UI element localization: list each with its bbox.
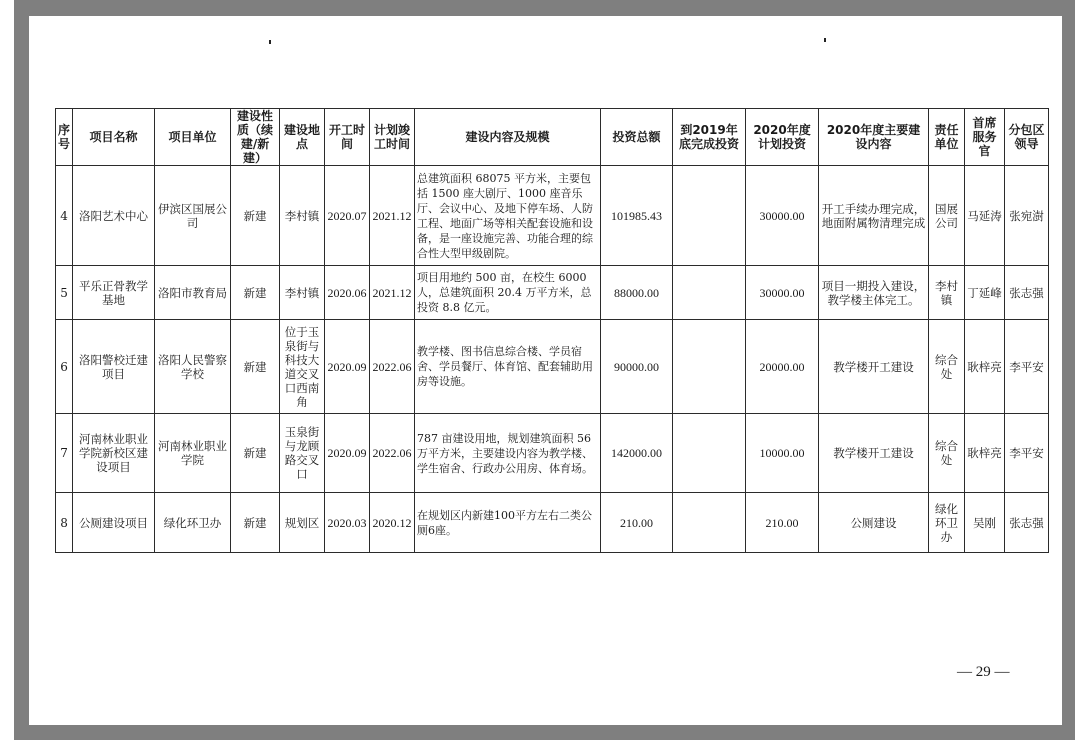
cell-content-2020: 开工手续办理完成，地面附属物清理完成 bbox=[819, 166, 929, 266]
cell-leader: 张志强 bbox=[1005, 266, 1049, 320]
cell-scope: 787 亩建设用地，规划建筑面积 56 万平方米，主要建设内容为教学楼、学生宿舍、行政办公用房、体育场。 bbox=[415, 414, 601, 493]
page-number: — 29 — bbox=[957, 664, 1010, 680]
cell-resp-unit: 综合处 bbox=[929, 414, 965, 493]
cell-seq: 6 bbox=[56, 320, 73, 414]
cell-plan-2020: 30000.00 bbox=[746, 166, 819, 266]
cell-end: 2022.06 bbox=[370, 320, 415, 414]
cell-total: 101985.43 bbox=[601, 166, 673, 266]
header-end: 计划竣工时间 bbox=[370, 109, 415, 166]
cell-done-2019 bbox=[673, 414, 746, 493]
cell-start: 2020.06 bbox=[325, 266, 370, 320]
cell-total: 88000.00 bbox=[601, 266, 673, 320]
cell-start: 2020.07 bbox=[325, 166, 370, 266]
table-row bbox=[56, 166, 1049, 266]
cell-start: 2020.09 bbox=[325, 320, 370, 414]
cell-plan-2020: 20000.00 bbox=[746, 320, 819, 414]
cell-seq: 8 bbox=[56, 493, 73, 553]
table-header-row bbox=[56, 109, 1049, 166]
cell-seq: 7 bbox=[56, 414, 73, 493]
cell-scope: 教学楼、图书信息综合楼、学员宿舍、学员餐厅、体育馆、配套辅助用房等设施。 bbox=[415, 320, 601, 414]
table-row bbox=[56, 320, 1049, 414]
cell-total: 142000.00 bbox=[601, 414, 673, 493]
header-plan-2020: 2020年度计划投资 bbox=[746, 109, 819, 166]
project-table bbox=[55, 108, 1049, 553]
header-resp-unit: 责任单位 bbox=[929, 109, 965, 166]
viewer-edge-right bbox=[1075, 0, 1080, 740]
cell-done-2019 bbox=[673, 493, 746, 553]
cell-project-unit: 河南林业职业学院 bbox=[155, 414, 231, 493]
cell-scope: 项目用地约 500 亩，在校生 6000 人，总建筑面积 20.4 万平方米，总投资 8.8 亿元。 bbox=[415, 266, 601, 320]
cell-plan-2020: 210.00 bbox=[746, 493, 819, 553]
cell-end: 2020.12 bbox=[370, 493, 415, 553]
cell-location: 李村镇 bbox=[280, 266, 325, 320]
cell-location: 位于玉泉街与科技大道交叉口西南角 bbox=[280, 320, 325, 414]
cell-project-name: 洛阳艺术中心 bbox=[73, 166, 155, 266]
header-content-2020: 2020年度主要建设内容 bbox=[819, 109, 929, 166]
header-start: 开工时间 bbox=[325, 109, 370, 166]
scan-speck bbox=[824, 38, 826, 42]
cell-resp-unit: 国展公司 bbox=[929, 166, 965, 266]
header-project-name: 项目名称 bbox=[73, 109, 155, 166]
cell-nature: 新建 bbox=[231, 493, 280, 553]
cell-location: 李村镇 bbox=[280, 166, 325, 266]
scan-speck bbox=[269, 40, 271, 44]
cell-total: 90000.00 bbox=[601, 320, 673, 414]
header-leader: 分包区领导 bbox=[1005, 109, 1049, 166]
cell-location: 玉泉街与龙顾路交叉口 bbox=[280, 414, 325, 493]
cell-start: 2020.03 bbox=[325, 493, 370, 553]
cell-service-officer: 吴刚 bbox=[965, 493, 1005, 553]
cell-scope: 在规划区内新建100平方左右二类公厕6座。 bbox=[415, 493, 601, 553]
cell-plan-2020: 30000.00 bbox=[746, 266, 819, 320]
cell-content-2020: 项目一期投入建设，教学楼主体完工。 bbox=[819, 266, 929, 320]
header-done-2019: 到2019年底完成投资 bbox=[673, 109, 746, 166]
cell-service-officer: 耿梓亮 bbox=[965, 320, 1005, 414]
cell-project-unit: 绿化环卫办 bbox=[155, 493, 231, 553]
header-scope: 建设内容及规模 bbox=[415, 109, 601, 166]
cell-start: 2020.09 bbox=[325, 414, 370, 493]
cell-done-2019 bbox=[673, 166, 746, 266]
table-row bbox=[56, 414, 1049, 493]
document-page bbox=[29, 16, 1062, 725]
cell-nature: 新建 bbox=[231, 166, 280, 266]
cell-project-name: 公厕建设项目 bbox=[73, 493, 155, 553]
header-total: 投资总额 bbox=[601, 109, 673, 166]
cell-end: 2022.06 bbox=[370, 414, 415, 493]
header-service-officer: 首席服务官 bbox=[965, 109, 1005, 166]
cell-project-name: 平乐正骨教学基地 bbox=[73, 266, 155, 320]
cell-leader: 李平安 bbox=[1005, 320, 1049, 414]
cell-project-unit: 洛阳市教育局 bbox=[155, 266, 231, 320]
header-seq: 序号 bbox=[56, 109, 73, 166]
cell-scope: 总建筑面积 68075 平方米，主要包括 1500 座大剧厅、1000 座音乐厅、会议中心、及地下停车场、人防工程、地面广场等相关配套设施和设备，是一座设施完善、功能合理的综合性大型甲级剧院。 bbox=[415, 166, 601, 266]
cell-content-2020: 教学楼开工建设 bbox=[819, 414, 929, 493]
cell-leader: 李平安 bbox=[1005, 414, 1049, 493]
header-project-unit: 项目单位 bbox=[155, 109, 231, 166]
cell-resp-unit: 李村镇 bbox=[929, 266, 965, 320]
table-row bbox=[56, 266, 1049, 320]
cell-leader: 张志强 bbox=[1005, 493, 1049, 553]
cell-service-officer: 耿梓亮 bbox=[965, 414, 1005, 493]
cell-nature: 新建 bbox=[231, 414, 280, 493]
cell-service-officer: 马延涛 bbox=[965, 166, 1005, 266]
cell-project-unit: 伊滨区国展公司 bbox=[155, 166, 231, 266]
cell-seq: 4 bbox=[56, 166, 73, 266]
cell-service-officer: 丁延峰 bbox=[965, 266, 1005, 320]
viewer-edge-left bbox=[0, 0, 14, 740]
cell-seq: 5 bbox=[56, 266, 73, 320]
cell-end: 2021.12 bbox=[370, 166, 415, 266]
header-nature: 建设性质（续建/新建） bbox=[231, 109, 280, 166]
cell-resp-unit: 综合处 bbox=[929, 320, 965, 414]
cell-end: 2021.12 bbox=[370, 266, 415, 320]
cell-leader: 张宛澍 bbox=[1005, 166, 1049, 266]
table-row bbox=[56, 493, 1049, 553]
cell-content-2020: 教学楼开工建设 bbox=[819, 320, 929, 414]
cell-nature: 新建 bbox=[231, 266, 280, 320]
cell-project-name: 河南林业职业学院新校区建设项目 bbox=[73, 414, 155, 493]
cell-nature: 新建 bbox=[231, 320, 280, 414]
cell-resp-unit: 绿化环卫办 bbox=[929, 493, 965, 553]
cell-total: 210.00 bbox=[601, 493, 673, 553]
cell-plan-2020: 10000.00 bbox=[746, 414, 819, 493]
cell-content-2020: 公厕建设 bbox=[819, 493, 929, 553]
cell-project-name: 洛阳警校迁建项目 bbox=[73, 320, 155, 414]
cell-done-2019 bbox=[673, 266, 746, 320]
cell-location: 规划区 bbox=[280, 493, 325, 553]
cell-done-2019 bbox=[673, 320, 746, 414]
cell-project-unit: 洛阳人民警察学校 bbox=[155, 320, 231, 414]
header-location: 建设地点 bbox=[280, 109, 325, 166]
